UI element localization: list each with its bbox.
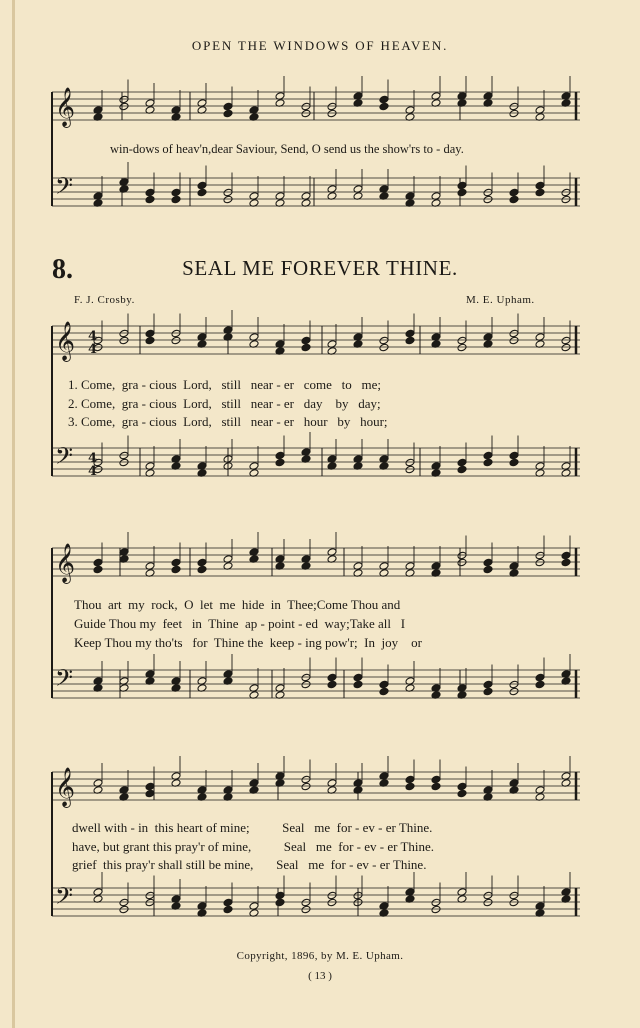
note-head [509,188,519,197]
note-head [171,336,181,345]
note-head [483,195,493,204]
note-head [197,565,207,574]
note-head [509,891,519,900]
note-head [509,195,519,204]
note-head [509,451,519,460]
note-head [145,329,155,338]
note-head [457,343,467,352]
time-signature-bottom: 4 [88,464,98,479]
note-head [119,451,129,460]
note-head [327,109,337,118]
note-head [535,558,545,567]
note-head [405,465,415,474]
note-head [327,673,337,682]
note-head [119,95,129,104]
note-head [119,336,129,345]
note-head [327,680,337,689]
note-head [509,458,519,467]
note-head [561,551,571,560]
note-head [301,680,311,689]
verse-2-line-2: Guide Thou my feet in Thine ap - point - ed way;Take all I [74,616,406,631]
note-head [119,102,129,111]
note-head [223,905,233,914]
note-head [301,343,311,352]
note-head [197,181,207,190]
verse-3-line-1: 3. Come, gra - cious Lord, still near - er hour by hour; [68,414,388,429]
note-head [275,891,285,900]
note-head [275,458,285,467]
bass-clef: 𝄢 [55,442,74,475]
note-head [93,558,103,567]
note-head [379,102,389,111]
note-head [301,109,311,118]
note-head [561,343,571,352]
time-signature-top: 4 [88,329,98,344]
note-head [301,898,311,907]
note-head [431,905,441,914]
note-head [301,905,311,914]
bass-clef: 𝄢 [55,882,74,915]
note-head [327,898,337,907]
verse-2-line-3: have, but grant this pray'r of mine, Seal me for - ev - er Thine. [72,839,435,854]
treble-clef: 𝄞 [55,87,76,127]
note-head [145,789,155,798]
note-head [275,898,285,907]
note-head [431,898,441,907]
verse-2-line-1: 2. Come, gra - cious Lord, still near - er day by day; [68,396,381,411]
hymn-number: 8. [52,254,73,285]
note-head [457,181,467,190]
note-head [145,782,155,791]
note-head [457,551,467,560]
note-head [405,458,415,467]
note-head [275,451,285,460]
bass-clef: 𝄢 [55,172,74,205]
note-head [561,558,571,567]
note-head [171,195,181,204]
note-head [457,789,467,798]
note-head [301,102,311,111]
note-head [171,558,181,567]
bass-clef: 𝄢 [55,664,74,697]
note-head [431,775,441,784]
verse-1-line-1: 1. Come, gra - cious Lord, still near - er come to me; [68,377,382,392]
note-head [405,775,415,784]
time-signature-top: 4 [88,451,98,466]
treble-clef: 𝄞 [55,321,76,361]
note-head [223,109,233,118]
note-head [405,782,415,791]
note-head [535,181,545,190]
note-head [301,673,311,682]
note-head [483,898,493,907]
note-head [119,458,129,467]
note-head [561,336,571,345]
note-head [171,188,181,197]
note-head [457,782,467,791]
note-head [457,458,467,467]
treble-clef: 𝄞 [55,767,76,807]
note-head [483,891,493,900]
note-head [353,673,363,682]
note-head [353,680,363,689]
note-head [119,905,129,914]
note-head [379,95,389,104]
note-head [535,680,545,689]
note-head [509,687,519,696]
note-head [535,188,545,197]
note-head [197,558,207,567]
note-head [483,687,493,696]
note-head [93,565,103,574]
note-head [171,329,181,338]
note-head [145,898,155,907]
note-head [535,673,545,682]
note-head [223,898,233,907]
note-head [119,329,129,338]
note-head [509,680,519,689]
note-head [561,195,571,204]
verse-1-line-3: dwell with - in this heart of mine; Seal me for - ev - er Thine. [72,820,433,835]
note-head [379,343,389,352]
note-head [483,680,493,689]
treble-clef: 𝄞 [55,543,76,583]
note-head [535,551,545,560]
note-head [119,898,129,907]
music-credit: M. E. Upham. [466,294,535,306]
note-head [379,336,389,345]
note-head [223,102,233,111]
note-head [145,891,155,900]
note-head [483,451,493,460]
note-head [457,558,467,567]
note-head [197,188,207,197]
note-head [301,782,311,791]
note-head [145,195,155,204]
note-head [431,782,441,791]
running-head: OPEN THE WINDOWS OF HEAVEN. [191,38,449,53]
note-head [509,336,519,345]
note-head [171,565,181,574]
note-head [145,336,155,345]
note-head [223,195,233,204]
note-head [483,558,493,567]
time-signature-bottom: 4 [88,342,98,357]
note-head [379,680,389,689]
note-head [561,188,571,197]
note-head [327,891,337,900]
note-head [509,898,519,907]
note-head [509,329,519,338]
verse-1-line-2: Thou art my rock, O let me hide in Thee;Come Thou and [74,597,401,612]
note-head [509,102,519,111]
note-head [509,109,519,118]
note-head [379,687,389,696]
note-head [405,329,415,338]
note-head [405,336,415,345]
words-credit: F. J. Crosby. [74,294,135,306]
note-head [457,188,467,197]
verse-3-line-3: grief this pray'r shall still be mine, Seal me for - ev - er Thine. [72,857,427,872]
note-head [457,465,467,474]
intro-lyric-line: win-dows of heav'n,dear Saviour, Send, O send us the show'rs to - day. [110,142,464,156]
hymn-title: SEAL ME FOREVER THINE. [182,256,458,280]
note-head [483,188,493,197]
copyright-notice: Copyright, 1896, by M. E. Upham. [236,950,404,962]
note-head [483,458,493,467]
page-number: ( 13 ) [308,970,332,982]
note-head [145,188,155,197]
verse-3-line-2: Keep Thou my tho'ts for Thine the keep - ing pow'r; In joy or [74,635,422,650]
note-head [327,102,337,111]
note-head [301,336,311,345]
note-head [301,775,311,784]
note-head [223,188,233,197]
note-head [483,565,493,574]
note-head [457,336,467,345]
